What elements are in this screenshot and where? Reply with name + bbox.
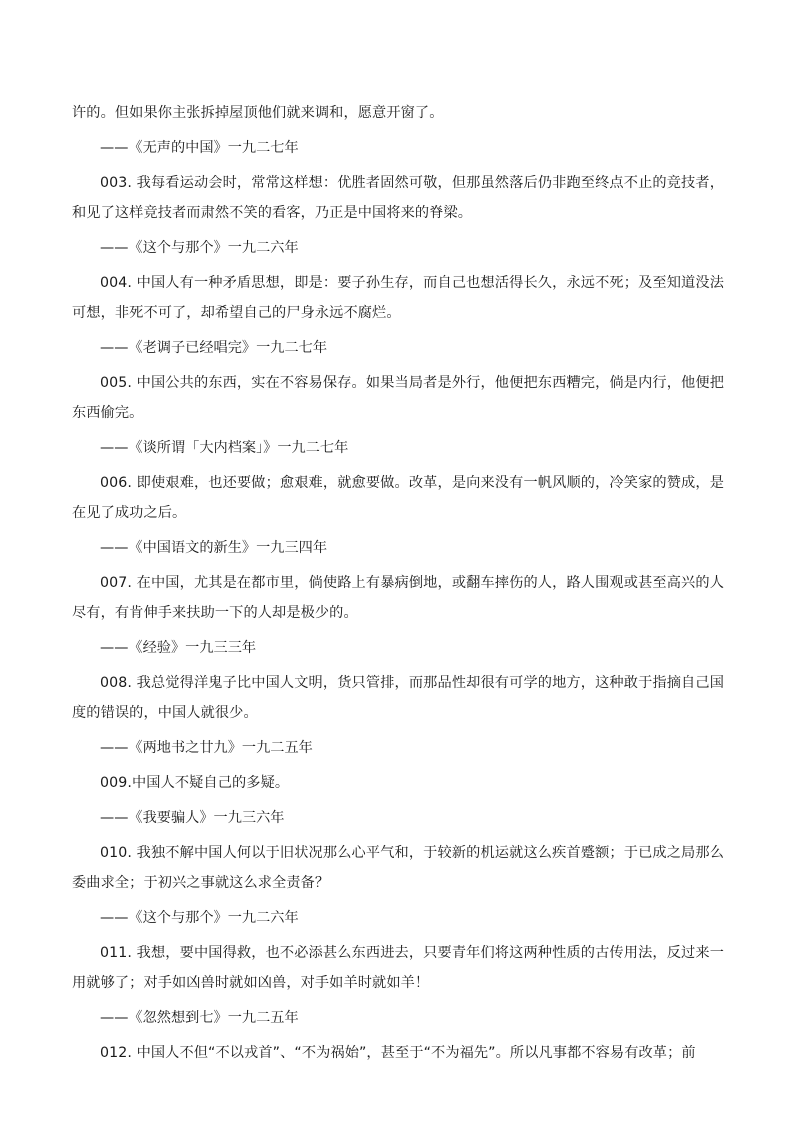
quote-paragraph-012: 012. 中国人不但“不以戎首”、“不为祸始”，甚至于“不为福先”。所以凡事都不容易有改革；前	[100, 1045, 696, 1061]
quote-source: ——《经验》一九三三年	[100, 640, 257, 656]
quote-source: ——《这个与那个》一九二六年	[100, 910, 299, 926]
paragraph-continuation: 许的。但如果你主张拆掉屋顶他们就来调和，愿意开窗了。	[72, 105, 444, 121]
quote-paragraph-008: 008. 我总觉得洋鬼子比中国人文明，货只管排，而那品性却很有可学的地方，这种敢于指摘自己国度的错误的，中国人就很少。	[72, 675, 724, 721]
quote-source: ——《谈所谓「大内档案」》一九二七年	[100, 440, 349, 456]
quote-source: ——《中国语文的新生》一九三四年	[100, 540, 328, 556]
quote-paragraph-004: 004. 中国人有一种矛盾思想，即是：要子孙生存，而自己也想活得长久，永远不死；及至知道没法可想，非死不可了，却希望自己的尸身永远不腐烂。	[72, 275, 724, 321]
quote-paragraph-007: 007. 在中国，尤其是在都市里，倘使路上有暴病倒地，或翻车摔伤的人，路人围观或甚至高兴的人尽有，有肯伸手来扶助一下的人却是极少的。	[72, 575, 724, 621]
quote-paragraph-010: 010. 我独不解中国人何以于旧状况那么心平气和，于较新的机运就这么疾首蹙额；于已成之局那么委曲求全；于初兴之事就这么求全责备？	[72, 845, 724, 891]
quote-paragraph-003: 003. 我每看运动会时，常常这样想：优胜者固然可敬，但那虽然落后仍非跑至终点不止的竞技者，和见了这样竞技者而肃然不笑的看客，乃正是中国将来的脊梁。	[72, 175, 724, 221]
quote-paragraph-005: 005. 中国公共的东西，实在不容易保存。如果当局者是外行，他便把东西糟完，倘是内行，他便把东西偷完。	[72, 375, 724, 421]
quote-source: ——《老调子已经唱完》一九二七年	[100, 340, 328, 356]
quote-source: ——《无声的中国》一九二七年	[100, 140, 299, 156]
quote-paragraph-009: 009.中国人不疑自己的多疑。	[100, 775, 290, 791]
quote-source: ——《这个与那个》一九二六年	[100, 240, 299, 256]
quote-source: ——《两地书之廿九》一九二五年	[100, 740, 313, 756]
quote-source: ——《忽然想到七》一九二五年	[100, 1010, 299, 1026]
quote-paragraph-011: 011. 我想，要中国得救，也不必添甚么东西进去，只要青年们将这两种性质的古传用法，反过来一用就够了；对手如凶兽时就如凶兽，对手如羊时就如羊！	[72, 945, 724, 991]
quote-source: ——《我要骗人》一九三六年	[100, 810, 285, 826]
document-page	[72, 98, 724, 1073]
quote-paragraph-006: 006. 即使艰难，也还要做；愈艰难，就愈要做。改革，是向来没有一帆风顺的，冷笑家的赞成，是在见了成功之后。	[72, 475, 724, 521]
